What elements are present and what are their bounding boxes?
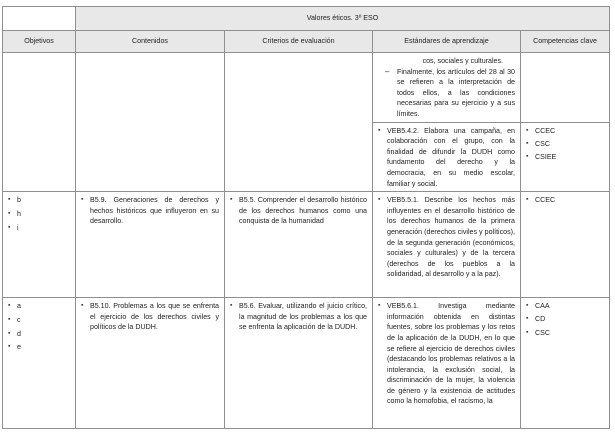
objetivo-item: ▪ e <box>8 342 70 353</box>
header-contenidos: Contenidos <box>76 31 225 53</box>
competencia-item: ▪ CD <box>526 314 604 325</box>
competencia-item: ▪ CSIEE <box>526 152 604 163</box>
competencia-item: ▪ CCEC <box>526 126 604 137</box>
table-row <box>3 53 610 123</box>
competencia-item: ▪ CSC <box>526 139 604 150</box>
table-title: Valores éticos. 3º ESO <box>76 7 610 31</box>
header-estandares: Estándares de aprendizaje <box>373 31 521 53</box>
criterios-cell <box>225 53 373 192</box>
objetivos-cell <box>3 298 76 429</box>
table-row <box>3 192 610 298</box>
competencia-item: ▪ CSC <box>526 328 604 339</box>
criterio-item: ▪ B5.5. Comprender el desarrollo histórico de los derechos humanos como una conquista de la humanidad <box>230 195 367 227</box>
contenido-item: ▪ B5.9. Generaciones de derechos y hechos históricos que influyeron en su desarrollo. <box>81 195 219 227</box>
header-spacer <box>3 7 76 31</box>
competencias-cell <box>521 192 610 298</box>
standard-item: ▪ VEB5.4.2. Elabora una campaña, en colaboración con el grupo, con la finalidad de difundir la DUDH como fundamento del derecho y la democracia, en su medio escolar, familiar y social. <box>378 126 515 190</box>
competencias-cell <box>521 298 610 429</box>
contenidos-cell <box>76 298 225 429</box>
objetivo-item: ▪ h <box>8 209 70 220</box>
curriculum-table <box>2 6 610 429</box>
objetivo-item: ▪ i <box>8 223 70 234</box>
objetivo-item: ▪ c <box>8 315 70 326</box>
standard-item: ▪ VEB5.5.1. Describe los hechos más influyentes en el desarrollo histórico de los derechos humanos de la primera generación (derechos civiles y políticos), de la segunda generación (económicos, sociales y culturales) y de la tercera (derechos de los pueblos a la solidaridad, al desarrollo y a la paz). <box>378 195 515 280</box>
competencia-item: ▪ CCEC <box>526 195 604 206</box>
standard-cell <box>373 298 521 429</box>
continuation-line: cos, sociales y culturales. <box>422 57 503 65</box>
standard-continuation-cell <box>373 53 521 123</box>
competencias-cell <box>521 53 610 123</box>
header-criterios: Criterios de evaluación <box>225 31 373 53</box>
competencias-cell <box>521 122 610 192</box>
objetivos-cell <box>3 192 76 298</box>
criterio-item: ▪ B5.6. Evaluar, utilizando el juicio crítico, la magnitud de los problemas a los que se enfrenta la aplicación de la DUDH. <box>230 301 367 333</box>
contenido-item: ▪ B5.10. Problemas a los que se enfrenta el ejercicio de los derechos civiles y políticos de la DUDH. <box>81 301 219 333</box>
contenidos-cell <box>76 192 225 298</box>
objetivos-cell <box>3 53 76 192</box>
objetivo-item: ▪ a <box>8 301 70 312</box>
continuation-item: – Finalmente, los artículos del 28 al 30 se refieren a la interpretación de todos ellos, a las condiciones necesarias para su ejercicio y a sus límites. <box>385 67 515 120</box>
standard-cell <box>373 192 521 298</box>
competencia-item: ▪ CAA <box>526 301 604 312</box>
table-row <box>3 298 610 429</box>
objetivo-item: ▪ d <box>8 329 70 340</box>
objetivo-item: ▪ b <box>8 195 70 206</box>
criterios-cell <box>225 298 373 429</box>
header-competencias: Competencias clave <box>521 31 610 53</box>
contenidos-cell <box>76 53 225 192</box>
criterios-cell <box>225 192 373 298</box>
standard-cell <box>373 122 521 192</box>
header-objetivos: Objetivos <box>3 31 76 53</box>
standard-item: ▪ VEB5.6.1. Investiga mediante información obtenida en distintas fuentes, sobre los problemas y los retos de la aplicación de la DUDH, en lo que se refiere al ejercicio de derechos civiles (destacando los problemas relativos a la intolerancia, la exclusión social, la discriminación de la mujer, la violencia de género y la existencia de actitudes como la homofobia, el racismo, la <box>378 301 515 407</box>
